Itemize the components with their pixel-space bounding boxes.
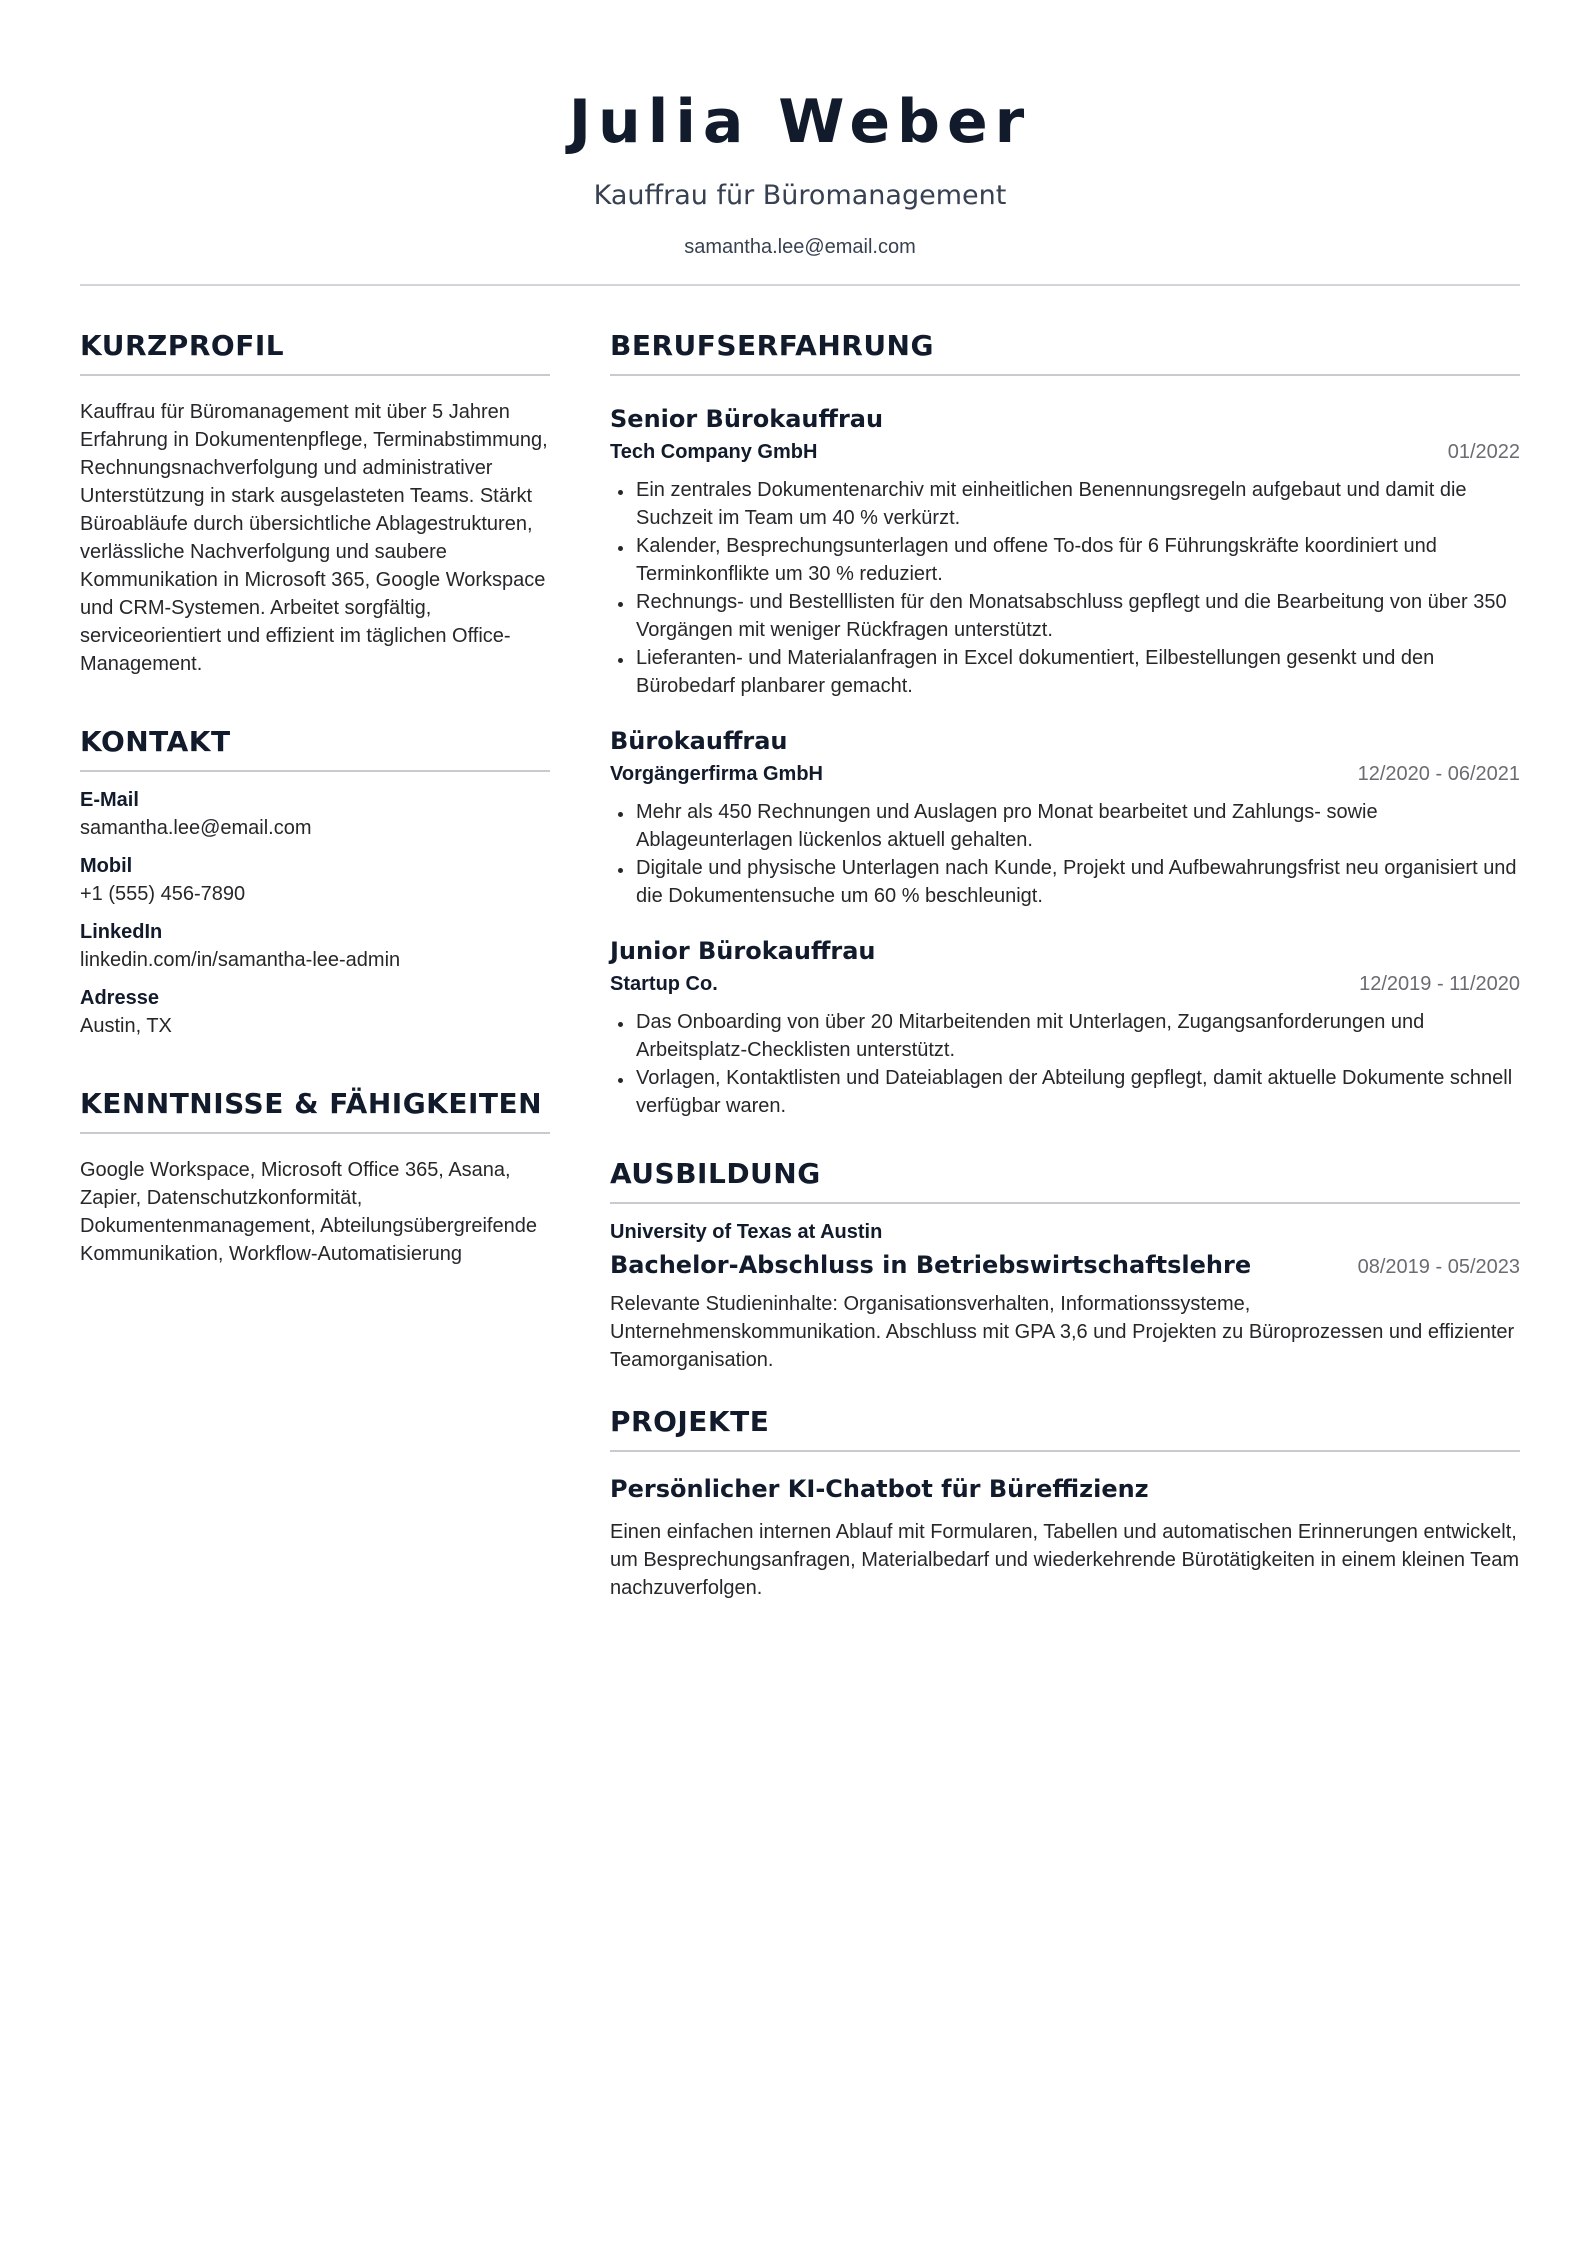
education-row [610,1248,1520,1282]
experience-section [610,326,1520,1120]
job-entry [610,724,1520,910]
job-bullets [610,798,1520,910]
contact-item-phone [80,852,550,908]
project-text: Einen einfachen internen Ablauf mit Formularen, Tabellen und automatischen Erinnerungen entwickelt, um Besprechungsanfragen, Materialbedarf und wiederkehrende Bürotätigkeiten in einem kleinen Team nachzuverfolgen. [610,1521,1520,1599]
header-divider [80,284,1520,286]
job-title: Bürokauffrau [610,727,788,755]
contact-item-address [80,984,550,1040]
education-entry [610,1218,1520,1374]
project-title: Persönlicher KI-Chatbot für Büreffizienz [610,1475,1149,1503]
experience-heading: BERUFSERFAHRUNG [610,326,1520,376]
job-title: Junior Bürokauffrau [610,937,876,965]
candidate-name: Julia Weber [568,87,1032,157]
job-company: Tech Company GmbH [610,441,818,463]
skills-section [80,1084,550,1268]
job-bullet: Ein zentrales Dokumentenarchiv mit einheitlichen Benennungsregeln aufgebaut und damit die Suchzeit im Team um 40 % verkürzt. [610,476,1520,532]
job-meta [610,760,1520,788]
left-column [80,326,550,1268]
resume-header [80,78,1520,262]
contact-label: E-Mail [80,789,139,811]
job-entry [610,934,1520,1120]
contact-label: Mobil [80,855,133,877]
education-heading: AUSBILDUNG [610,1154,1520,1204]
job-meta [610,438,1520,466]
job-dates: 01/2022 [1447,441,1520,463]
skills-text: Google Workspace, Microsoft Office 365, Asana, Zapier, Datenschutzkonformität, Dokumentenmanagement, Abteilungsübergreifende Kommunikation, Workflow-Automatisierung [80,1159,537,1265]
job-bullet: Mehr als 450 Rechnungen und Auslagen pro Monat bearbeitet und Zahlungs- sowie Ablageunterlagen lückenlos aktuell gehalten. [610,798,1520,854]
education-dates: 08/2019 - 05/2023 [1357,1256,1520,1278]
job-entry [610,402,1520,700]
header-email: samantha.lee@email.com [684,236,916,258]
job-bullet: Rechnungs- und Bestelllisten für den Monatsabschluss gepflegt und die Bearbeitung von über 350 Vorgängen mit weniger Rückfragen unterstützt. [610,588,1520,644]
job-bullets [610,1008,1520,1120]
contact-label: Adresse [80,987,159,1009]
job-company: Startup Co. [610,973,718,995]
summary-text: Kauffrau für Büromanagement mit über 5 Jahren Erfahrung in Dokumentenpflege, Terminabstimmung, Rechnungsnachverfolgung und administrativer Unterstützung in stark ausgelasteten Teams. Stärkt Büroabläufe durch übersichtliche Ablagestrukturen, verlässliche Nachverfolgung und saubere Kommunikation in Microsoft 365, Google Workspace und CRM-Systemen. Arbeitet sorgfältig, serviceorientiert und effizient im täglichen Office-Management. [80,401,548,675]
job-meta [610,970,1520,998]
summary-heading: KURZPROFIL [80,326,550,376]
contact-heading: KONTAKT [80,722,550,772]
job-dates: 12/2020 - 06/2021 [1357,763,1520,785]
projects-section [610,1402,1520,1602]
contact-section [80,722,550,1040]
right-column [610,326,1520,1602]
contact-item-email [80,786,550,842]
summary-section [80,326,550,678]
projects-heading: PROJEKTE [610,1402,1520,1452]
contact-label: LinkedIn [80,921,163,943]
job-bullet: Digitale und physische Unterlagen nach Kunde, Projekt und Aufbewahrungsfrist neu organisiert und die Dokumentensuche um 60 % beschleunigt. [610,854,1520,910]
candidate-title: Kauffrau für Büromanagement [593,180,1007,211]
education-school: University of Texas at Austin [610,1221,883,1243]
contact-address-value: Austin, TX [80,1015,172,1037]
job-title: Senior Bürokauffrau [610,405,884,433]
job-dates: 12/2019 - 11/2020 [1359,973,1520,995]
contact-linkedin-value[interactable]: linkedin.com/in/samantha-lee-admin [80,949,401,971]
education-text: Relevante Studieninhalte: Organisationsverhalten, Informationssysteme, Unternehmenskommunikation. Abschluss mit GPA 3,6 und Projekten zu Büroprozessen und effizienter Teamorganisation. [610,1293,1515,1371]
contact-phone-value[interactable]: +1 (555) 456-7890 [80,883,246,905]
job-company: Vorgängerfirma GmbH [610,763,823,785]
job-bullet: Vorlagen, Kontaktlisten und Dateiablagen der Abteilung gepflegt, damit aktuelle Dokumente schnell verfügbar waren. [610,1064,1520,1120]
contact-email-value[interactable]: samantha.lee@email.com [80,817,312,839]
contact-list [80,786,550,1040]
job-bullets [610,476,1520,700]
education-section [610,1154,1520,1374]
education-degree: Bachelor-Abschluss in Betriebswirtschaftslehre [610,1251,1252,1279]
job-bullet: Das Onboarding von über 20 Mitarbeitenden mit Unterlagen, Zugangsanforderungen und Arbeitsplatz-Checklisten unterstützt. [610,1008,1520,1064]
skills-heading: KENNTNISSE & FÄHIGKEITEN [80,1084,550,1134]
job-bullet: Kalender, Besprechungsunterlagen und offene To-dos für 6 Führungskräfte koordiniert und Terminkonflikte um 30 % reduziert. [610,532,1520,588]
job-bullet: Lieferanten- und Materialanfragen in Excel dokumentiert, Eilbestellungen gesenkt und den Bürobedarf planbarer gemacht. [610,644,1520,700]
contact-item-linkedin [80,918,550,974]
